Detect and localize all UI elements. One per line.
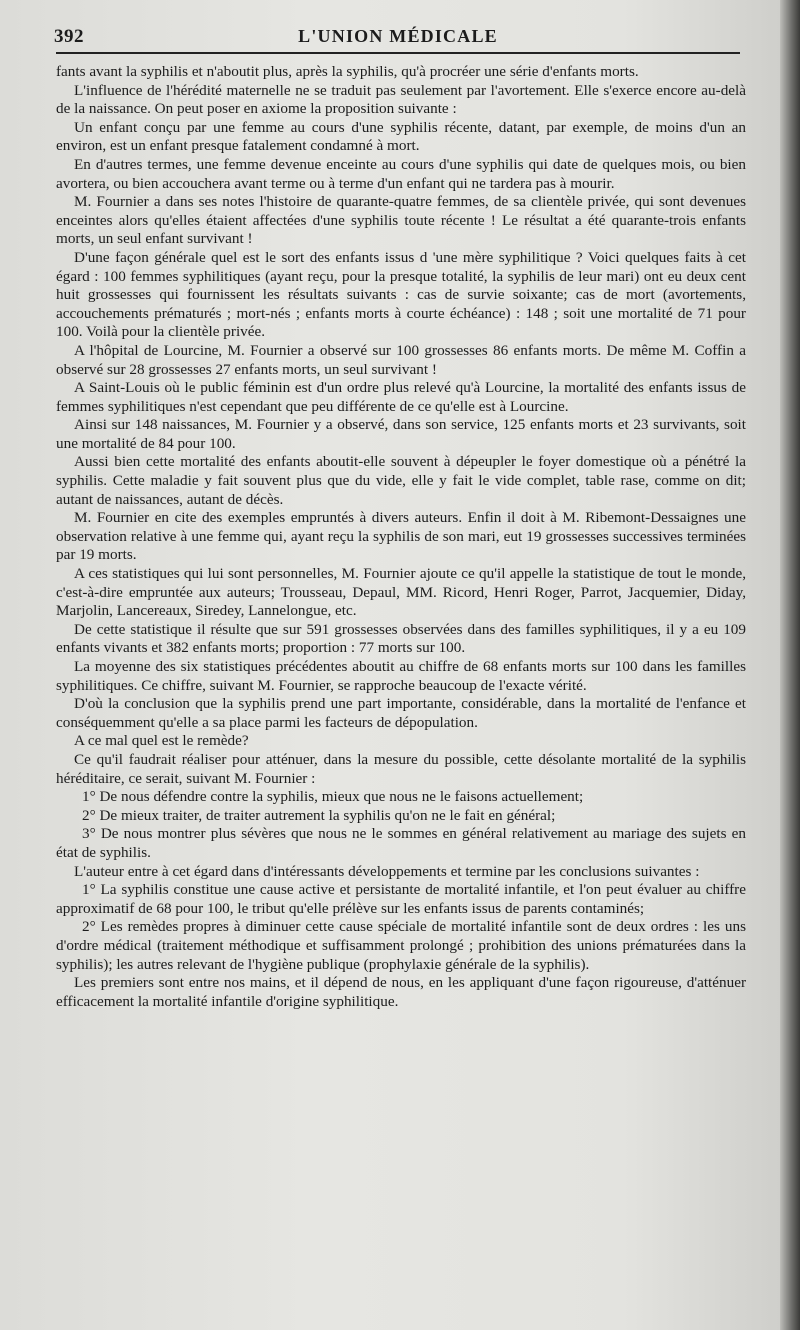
paragraph: La moyenne des six statistiques précédentes aboutit au chiffre de 68 enfants morts sur 100 dans les familles syphilitiques. Ce chiffre, suivant M. Fournier, se rapproche beaucoup de l'exacte vérité. [56,658,746,694]
conclusion-item: 1° La syphilis constitue une cause active et persistante de mortalité infantile, et l'on peut évaluer au chiffre approximatif de 68 pour 100, le tribut qu'elle prélève sur les enfants issus de parents contaminés; [56,881,746,917]
page-number: 392 [54,26,84,47]
paragraph: D'une façon générale quel est le sort des enfants issus d 'une mère syphilitique ? Voici quelques faits à cet égard : 100 femmes syphilitiques (ayant reçu, pour la presque totalité, la syphilis de leur mari) ont eu deux cent huit grossesses qui fournissent les résultats suivants : cas de survie soixante; cas de mort (avortements, accouchements prématurés ; mort-nés ; enfants morts à courte échéance) : 148 ; soit une mortalité de 71 pour 100. Voilà pour la clientèle privée. [56,248,746,341]
paragraph: fants avant la syphilis et n'aboutit plus, après la syphilis, qu'à procréer une série d'enfants morts. [56,63,639,80]
paragraph: A l'hôpital de Lourcine, M. Fournier a observé sur 100 grossesses 86 enfants morts. De même M. Coffin a observé sur 28 grossesses 27 enfants morts, un seul survivant ! [56,341,746,378]
paragraph: Ce qu'il faudrait réaliser pour atténuer, dans la mesure du possible, cette désolante mortalité de la syphilis héréditaire, ce serait, suivant M. Fournier : [56,750,746,787]
page-edge-shadow [780,0,800,1330]
paragraph: M. Fournier en cite des exemples empruntés à divers auteurs. Enfin il doit à M. Ribemont-Dessaignes une observation relative à une femme qui, ayant reçu la syphilis de son mari, eut 19 grossesses successives terminées par 19 morts. [56,509,746,564]
paragraph: A ces statistiques qui lui sont personnelles, M. Fournier ajoute ce qu'il appelle la statistique de tout le monde, c'est-à-dire empruntée aux auteurs; Trousseau, Depaul, MM. Ricord, Henri Roger, Parrot, Jacquemier, Diday, Marjolin, Lancereaux, Siredey, Lannelongue, etc. [56,565,746,620]
paragraph: Ainsi sur 148 naissances, M. Fournier y a observé, dans son service, 125 enfants morts et 23 survivants, soit une mortalité de 84 pour 100. [56,416,746,452]
running-title: L'UNION MÉDICALE [298,26,498,46]
paragraph: M. Fournier a dans ses notes l'histoire de quarante-quatre femmes, de sa clientèle privée, qui sont devenues enceintes alors qu'elles étaient affectées d'une syphilis toute récente ! Le résultat a été quarante-trois enfants morts, un seul enfant survivant ! [56,193,746,248]
article-body [56,63,746,1011]
list-item: 1° De nous défendre contre la syphilis, mieux que nous ne le faisons actuellement; [82,788,584,806]
paragraph: A ce mal quel est le remède? [74,732,249,750]
paragraph: Aussi bien cette mortalité des enfants aboutit-elle souvent à dépeupler le foyer domestique où a pénétré la syphilis. Cette maladie y fait souvent plus que du vide, elle y fait le vide complet, table rase, comme on dit; autant de naissances, autant de décès. [56,453,746,508]
paragraph: L'influence de l'hérédité maternelle ne se traduit pas seulement par l'avortement. Elle s'exerce encore au-delà de la naissance. On peut poser en axiome la proposition suivante : [56,81,746,118]
paragraph: L'auteur entre à cet égard dans d'intéressants développements et termine par les conclusions suivantes : [74,862,700,880]
paragraph: Les premiers sont entre nos mains, et il dépend de nous, en les appliquant d'une façon rigoureuse, d'atténuer efficacement la mortalité infantile d'origine syphilitique. [56,974,746,1010]
paragraph: D'où la conclusion que la syphilis prend une part importante, considérable, dans la mortalité de l'enfance et conséquemment qu'elle a sa place parmi les facteurs de dépopulation. [56,695,746,731]
conclusion-item: 2° Les remèdes propres à diminuer cette cause spéciale de mortalité infantile sont de deux ordres : les uns d'ordre médical (traitement méthodique et suffisamment prolongé ; prohibition des unions prématurées dans la syphilis); les autres relevant de l'hygiène publique (prophylaxie générale de la syphilis). [56,918,746,973]
list-item: 3° De nous montrer plus sévères que nous ne le sommes en général relativement au mariage des sujets en état de syphilis. [56,825,746,861]
paragraph: A Saint-Louis où le public féminin est d'un ordre plus relevé qu'à Lourcine, la mortalité des enfants issus de femmes syphilitiques n'est cependant que peu différente de ce qu'elle est à Lourcine. [56,379,746,415]
paragraph: Un enfant conçu par une femme au cours d'une syphilis récente, datant, par exemple, de moins d'un an environ, est un enfant presque fatalement condamné à mort. [56,118,746,155]
paragraph: En d'autres termes, une femme devenue enceinte au cours d'une syphilis qui date de quelques mois, ou bien avortera, ou bien accouchera avant terme ou à terme d'un enfant qui ne tardera pas à mourir. [56,155,746,192]
list-item: 2° De mieux traiter, de traiter autrement la syphilis qu'on ne le fait en général; [82,806,556,824]
page-header [56,18,740,54]
paragraph: De cette statistique il résulte que sur 591 grossesses observées dans des familles syphilitiques, il y a eu 109 enfants vivants et 382 enfants morts; proportion : 77 morts sur 100. [56,620,746,657]
